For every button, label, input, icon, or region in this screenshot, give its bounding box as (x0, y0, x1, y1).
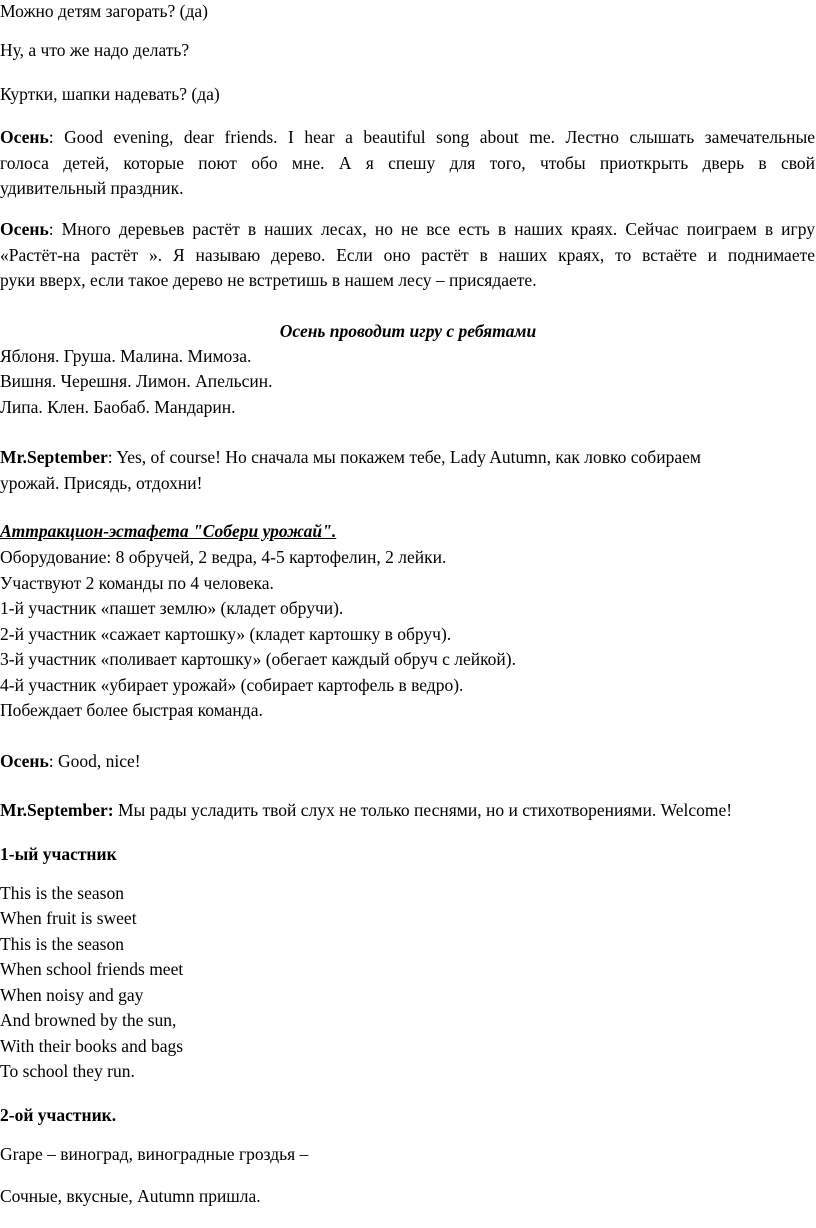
paragraph-text: : Yes, of course! Но сначала мы покажем тебе, Lady Autumn, как ловко собираем (107, 447, 701, 467)
paragraph-text: : Good evening, dear friends. I hear a beautiful song about me. Лестно слышать замечательные (48, 127, 815, 147)
speaker-name: Осень (0, 751, 49, 771)
poem-line: With their books and bags (0, 1036, 184, 1056)
participant-label: 2-ой участник. (0, 1105, 117, 1125)
dialog-line: Ну, а что же надо делать? (0, 40, 190, 60)
paragraph-line (0, 799, 816, 821)
poem-line: This is the season (0, 934, 124, 954)
paragraph-line: «Растёт-на растёт ». Я называю дерево. Если оно растёт в наших краях, то встаёте и поднимаете (0, 245, 815, 265)
relay-row: Побеждает более быстрая команда. (0, 700, 263, 720)
speaker-name: Осень (0, 219, 49, 239)
relay-row: Участвуют 2 команды по 4 человека. (0, 573, 274, 593)
relay-row: 1-й участник «пашет землю» (кладет обручи). (0, 598, 344, 618)
speaker-name: Mr.September (0, 447, 108, 467)
poem-line: And browned by the sun, (0, 1010, 177, 1030)
poem-line: To school they run. (0, 1061, 135, 1081)
paragraph-line: руки вверх, если такое дерево не встретишь в нашем лесу – присядаете. (0, 270, 537, 290)
relay-row: 4-й участник «убирает урожай» (собирает картофель в ведро). (0, 675, 464, 695)
relay-row: Оборудование: 8 обручей, 2 ведра, 4-5 картофелин, 2 лейки. (0, 547, 447, 567)
poem-line: When fruit is sweet (0, 908, 137, 928)
poem-line: When noisy and gay (0, 985, 144, 1005)
game-row: Яблоня. Груша. Малина. Мимоза. (0, 346, 252, 366)
dialog-line: Можно детям загорать? (да) (0, 1, 208, 21)
game-title: Осень проводит игру с ребятами (279, 321, 537, 341)
poem-line: Grape – виноград, виноградные гроздья – (0, 1144, 309, 1164)
dialog-line: Куртки, шапки надевать? (да) (0, 84, 220, 104)
paragraph-line (0, 218, 815, 240)
game-row: Вишня. Черешня. Лимон. Апельсин. (0, 371, 273, 391)
paragraph-text: : Много деревьев растёт в наших лесах, но не все есть в наших краях. Сейчас поиграем в игру (48, 219, 815, 239)
paragraph-line: голоса детей, которые поют обо мне. А я спешу для того, чтобы приоткрыть дверь в свой (0, 153, 815, 173)
relay-row: 2-й участник «сажает картошку» (кладет картошку в обруч). (0, 624, 452, 644)
game-row: Липа. Клен. Баобаб. Мандарин. (0, 397, 236, 417)
paragraph-line (0, 126, 815, 148)
poem-line: This is the season (0, 883, 124, 903)
paragraph-line (0, 750, 816, 772)
paragraph-text: : Good, nice! (48, 751, 141, 771)
participant-label: 1-ый участник (0, 844, 117, 864)
poem-line: When school friends meet (0, 959, 184, 979)
paragraph-line (0, 446, 816, 468)
relay-row: 3-й участник «поливает картошку» (обегает каждый обруч с лейкой). (0, 649, 517, 669)
speaker-name: Mr.September: (0, 800, 114, 820)
relay-title: Аттракцион-эстафета "Собери урожай". (0, 521, 337, 541)
speaker-name: Осень (0, 127, 49, 147)
poem-line: Сочные, вкусные, Autumn пришла. (0, 1186, 261, 1206)
paragraph-line: урожай. Присядь, отдохни! (0, 473, 203, 493)
paragraph-line: удивительный праздник. (0, 178, 184, 198)
paragraph-text: Мы рады усладить твой слух не только песнями, но и стихотворениями. Welcome! (113, 800, 733, 820)
